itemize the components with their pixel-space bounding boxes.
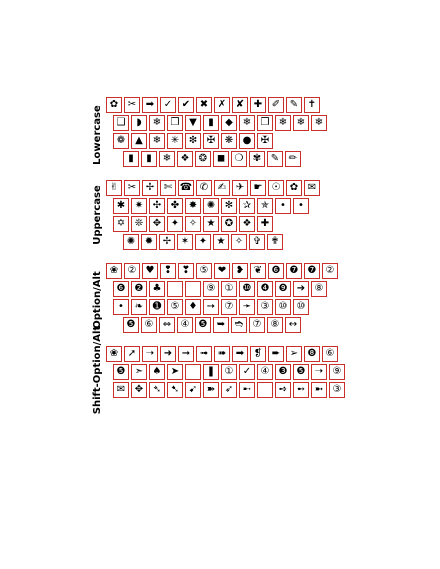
glyph-cell: ✧ bbox=[185, 216, 201, 232]
glyph-cell: ✦ bbox=[195, 234, 211, 250]
glyph-cell: ① bbox=[221, 281, 237, 297]
glyph-row bbox=[123, 317, 303, 333]
glyph-cell: ✉ bbox=[304, 180, 320, 196]
glyph-cell: ➡ bbox=[232, 346, 248, 362]
glyph-cell: ➊ bbox=[149, 299, 165, 315]
glyph-cell: ✦ bbox=[167, 216, 183, 232]
glyph-cell: ▮ bbox=[203, 115, 219, 131]
glyph-cell: ➠ bbox=[214, 346, 230, 362]
glyph-cell: ✰ bbox=[239, 198, 255, 214]
glyph-cell: ✪ bbox=[221, 216, 237, 232]
glyph-row bbox=[113, 281, 329, 297]
glyph-cell: ✓ bbox=[160, 97, 176, 113]
glyph-row bbox=[113, 382, 347, 398]
section-label-uppercase: Uppercase bbox=[92, 185, 103, 245]
glyph-cell: ➜ bbox=[160, 346, 176, 362]
glyph-cell: ❒ bbox=[167, 115, 183, 131]
glyph-cell: ✆ bbox=[196, 180, 212, 196]
glyph-cell: ➥ bbox=[213, 317, 229, 333]
glyph-cell: ❿ bbox=[239, 281, 255, 297]
glyph-row bbox=[113, 364, 347, 380]
glyph-cell: ★ bbox=[203, 216, 219, 232]
glyph-cell: ➟ bbox=[196, 346, 212, 362]
glyph-cell: ✠ bbox=[203, 133, 219, 149]
glyph-cell: ◗ bbox=[131, 115, 147, 131]
glyph-cell: ❣ bbox=[178, 263, 194, 279]
glyph-cell: ✚ bbox=[257, 216, 273, 232]
glyph-cell: • bbox=[275, 198, 291, 214]
glyph-cell: ✂ bbox=[124, 97, 140, 113]
glyph-cell: ✯ bbox=[257, 198, 273, 214]
glyph-cell: ✚ bbox=[250, 97, 266, 113]
glyph-cell: ✺ bbox=[203, 198, 219, 214]
glyph-cell: ❊ bbox=[131, 216, 147, 232]
glyph-cell: ✧ bbox=[231, 234, 247, 250]
glyph-cell: ✎ bbox=[267, 151, 283, 167]
glyph-cell: ❾ bbox=[275, 281, 291, 297]
glyph-cell: ❺ bbox=[123, 317, 139, 333]
glyph-cell: • bbox=[293, 198, 309, 214]
glyph-cell: ➽ bbox=[203, 382, 219, 398]
glyph-row bbox=[113, 133, 275, 149]
glyph-cell: ❄ bbox=[149, 133, 165, 149]
glyph-cell: ① bbox=[221, 364, 237, 380]
glyph-cell: ✶ bbox=[177, 234, 193, 250]
glyph-cell: ➣ bbox=[131, 364, 147, 380]
glyph-cell: ⑥ bbox=[141, 317, 157, 333]
glyph-cell: ➝ bbox=[142, 346, 158, 362]
glyph-cell: ✹ bbox=[141, 234, 157, 250]
glyph-row bbox=[106, 263, 340, 279]
glyph-row bbox=[123, 151, 303, 167]
glyph-cell: ❸ bbox=[275, 364, 291, 380]
glyph-cell: ❻ bbox=[268, 263, 284, 279]
glyph-cell: ② bbox=[124, 263, 140, 279]
glyph-cell: ✢ bbox=[142, 180, 158, 196]
glyph-cell: ➛ bbox=[239, 299, 255, 315]
glyph-cell: ❡ bbox=[250, 346, 266, 362]
glyph-cell: ✝ bbox=[304, 97, 320, 113]
glyph-cell: ③ bbox=[257, 299, 273, 315]
glyph-cell: ✔ bbox=[178, 97, 194, 113]
glyph-cell: ✢ bbox=[159, 234, 175, 250]
glyph-cell: ⑦ bbox=[221, 299, 237, 315]
glyph-cell: ⑩ bbox=[293, 299, 309, 315]
glyph-cell: ➢ bbox=[286, 346, 302, 362]
glyph-cell: ♠ bbox=[149, 364, 165, 380]
glyph-cell: ➤ bbox=[167, 364, 183, 380]
glyph-cell: ❒ bbox=[257, 115, 273, 131]
glyph-cell: ✉ bbox=[113, 382, 129, 398]
glyph-cell: ✈ bbox=[232, 180, 248, 196]
glyph-cell: ✱ bbox=[113, 198, 129, 214]
glyph-cell bbox=[185, 281, 201, 297]
glyph-cell: ✖ bbox=[196, 97, 212, 113]
glyph-cell: ☛ bbox=[250, 180, 266, 196]
glyph-cell: ❀ bbox=[106, 346, 122, 362]
glyph-cell: ⑧ bbox=[311, 281, 327, 297]
glyph-cell: ❦ bbox=[250, 263, 266, 279]
glyph-cell: ❄ bbox=[311, 115, 327, 131]
glyph-cell: ➷ bbox=[167, 382, 183, 398]
glyph-cell: ✄ bbox=[160, 180, 176, 196]
glyph-cell bbox=[185, 364, 201, 380]
glyph-cell: ✣ bbox=[149, 198, 165, 214]
glyph-cell: ➙ bbox=[203, 299, 219, 315]
glyph-cell: ▮ bbox=[123, 151, 139, 167]
glyph-cell: ❄ bbox=[159, 151, 175, 167]
glyph-cell: ❍ bbox=[231, 151, 247, 167]
glyph-cell: ❑ bbox=[113, 115, 129, 131]
glyph-cell: ✂ bbox=[124, 180, 140, 196]
glyph-cell: ✤ bbox=[167, 198, 183, 214]
glyph-cell: ✗ bbox=[214, 97, 230, 113]
glyph-cell: ➞ bbox=[178, 346, 194, 362]
glyph-cell: ❼ bbox=[286, 263, 302, 279]
glyph-cell: ✘ bbox=[232, 97, 248, 113]
glyph-cell: ✞ bbox=[249, 234, 265, 250]
glyph-cell: ✻ bbox=[221, 198, 237, 214]
glyph-cell: ➴ bbox=[149, 382, 165, 398]
section-label-shift-option: Shift-Option/Alt bbox=[92, 325, 103, 415]
glyph-cell: ➝ bbox=[311, 364, 327, 380]
glyph-cell: ⑤ bbox=[196, 263, 212, 279]
glyph-cell: ❄ bbox=[239, 115, 255, 131]
glyph-cell: ⑩ bbox=[275, 299, 291, 315]
glyph-cell: ❷ bbox=[131, 281, 147, 297]
glyph-cell bbox=[257, 382, 273, 398]
glyph-cell: ⑤ bbox=[167, 299, 183, 315]
glyph-cell: ➡ bbox=[142, 97, 158, 113]
glyph-cell: ◆ bbox=[221, 115, 237, 131]
glyph-cell: ➶ bbox=[221, 382, 237, 398]
glyph-cell: ✐ bbox=[268, 97, 284, 113]
glyph-row bbox=[113, 299, 311, 315]
glyph-cell: ⑥ bbox=[322, 346, 338, 362]
glyph-cell: ④ bbox=[257, 364, 273, 380]
glyph-cell: ✸ bbox=[185, 198, 201, 214]
glyph-cell: • bbox=[113, 299, 129, 315]
glyph-cell: ❄ bbox=[275, 115, 291, 131]
glyph-row bbox=[113, 216, 275, 232]
glyph-cell: ❢ bbox=[160, 263, 176, 279]
glyph-cell: ❄ bbox=[149, 115, 165, 131]
section-label-lowercase: Lowercase bbox=[92, 105, 103, 165]
glyph-cell: ⑨ bbox=[203, 281, 219, 297]
glyph-cell: ➚ bbox=[124, 346, 140, 362]
glyph-cell: ➔ bbox=[293, 281, 309, 297]
glyph-cell: ❺ bbox=[113, 364, 129, 380]
glyph-cell: ✳ bbox=[167, 133, 183, 149]
glyph-cell: ✡ bbox=[113, 216, 129, 232]
glyph-cell: ➹ bbox=[185, 382, 201, 398]
glyph-cell: ⑦ bbox=[249, 317, 265, 333]
glyph-cell: ❖ bbox=[177, 151, 193, 167]
glyph-cell: ❺ bbox=[195, 317, 211, 333]
glyph-cell: ✌ bbox=[106, 180, 122, 196]
glyph-cell: ✥ bbox=[149, 216, 165, 232]
glyph-cell: ✟ bbox=[267, 234, 283, 250]
glyph-cell: ❀ bbox=[106, 263, 122, 279]
glyph-cell: ◼ bbox=[213, 151, 229, 167]
glyph-cell: ✏ bbox=[285, 151, 301, 167]
glyph-cell: ⑧ bbox=[267, 317, 283, 333]
glyph-cell: ✷ bbox=[131, 198, 147, 214]
glyph-row bbox=[123, 234, 285, 250]
glyph-cell: ✥ bbox=[131, 382, 147, 398]
glyph-cell: ➸ bbox=[239, 382, 255, 398]
glyph-cell bbox=[167, 281, 183, 297]
glyph-cell: ❚ bbox=[203, 364, 219, 380]
glyph-row bbox=[106, 346, 340, 362]
glyph-cell: ❻ bbox=[113, 281, 129, 297]
glyph-cell: ✠ bbox=[257, 133, 273, 149]
glyph-cell: ✍ bbox=[214, 180, 230, 196]
glyph-cell: ☎ bbox=[178, 180, 194, 196]
glyph-cell: ▮ bbox=[141, 151, 157, 167]
glyph-cell: ✿ bbox=[106, 97, 122, 113]
glyph-cell: ④ bbox=[177, 317, 193, 333]
glyph-cell: ❧ bbox=[131, 299, 147, 315]
glyph-cell: ● bbox=[239, 133, 255, 149]
glyph-cell: ❼ bbox=[304, 263, 320, 279]
glyph-cell: ❹ bbox=[257, 281, 273, 297]
section-label-option: Option/Alt bbox=[92, 271, 103, 329]
glyph-cell: ❋ bbox=[221, 133, 237, 149]
glyph-cell: ➻ bbox=[293, 382, 309, 398]
glyph-cell: ⇔ bbox=[159, 317, 175, 333]
glyph-cell: ✾ bbox=[249, 151, 265, 167]
glyph-cell: ▲ bbox=[131, 133, 147, 149]
glyph-cell: ➺ bbox=[275, 382, 291, 398]
glyph-row bbox=[113, 198, 311, 214]
glyph-cell: ❤ bbox=[214, 263, 230, 279]
glyph-cell: ② bbox=[322, 263, 338, 279]
glyph-cell: ✿ bbox=[286, 180, 302, 196]
glyph-cell: ♦ bbox=[185, 299, 201, 315]
glyph-cell: ➬ bbox=[231, 317, 247, 333]
glyph-cell: ✎ bbox=[286, 97, 302, 113]
glyph-cell: ✓ bbox=[239, 364, 255, 380]
glyph-cell: ❺ bbox=[293, 364, 309, 380]
glyph-cell: ➨ bbox=[268, 346, 284, 362]
glyph-row bbox=[113, 115, 329, 131]
glyph-cell: ✺ bbox=[123, 234, 139, 250]
glyph-row bbox=[106, 97, 322, 113]
glyph-row bbox=[106, 180, 322, 196]
glyph-cell: ❁ bbox=[113, 133, 129, 149]
glyph-cell: ★ bbox=[213, 234, 229, 250]
glyph-cell: ↔ bbox=[285, 317, 301, 333]
glyph-cell: ♥ bbox=[142, 263, 158, 279]
glyph-cell: ☉ bbox=[268, 180, 284, 196]
glyph-cell: ⑨ bbox=[329, 364, 345, 380]
glyph-cell: ❥ bbox=[232, 263, 248, 279]
glyph-cell: ③ bbox=[329, 382, 345, 398]
glyph-cell: ❇ bbox=[185, 133, 201, 149]
glyph-cell: ❂ bbox=[195, 151, 211, 167]
glyph-cell: ➼ bbox=[311, 382, 327, 398]
glyph-cell: ❖ bbox=[239, 216, 255, 232]
glyph-cell: ❄ bbox=[293, 115, 309, 131]
glyph-cell: ▼ bbox=[185, 115, 201, 131]
glyph-cell: ♣ bbox=[149, 281, 165, 297]
glyph-cell: ❽ bbox=[304, 346, 320, 362]
